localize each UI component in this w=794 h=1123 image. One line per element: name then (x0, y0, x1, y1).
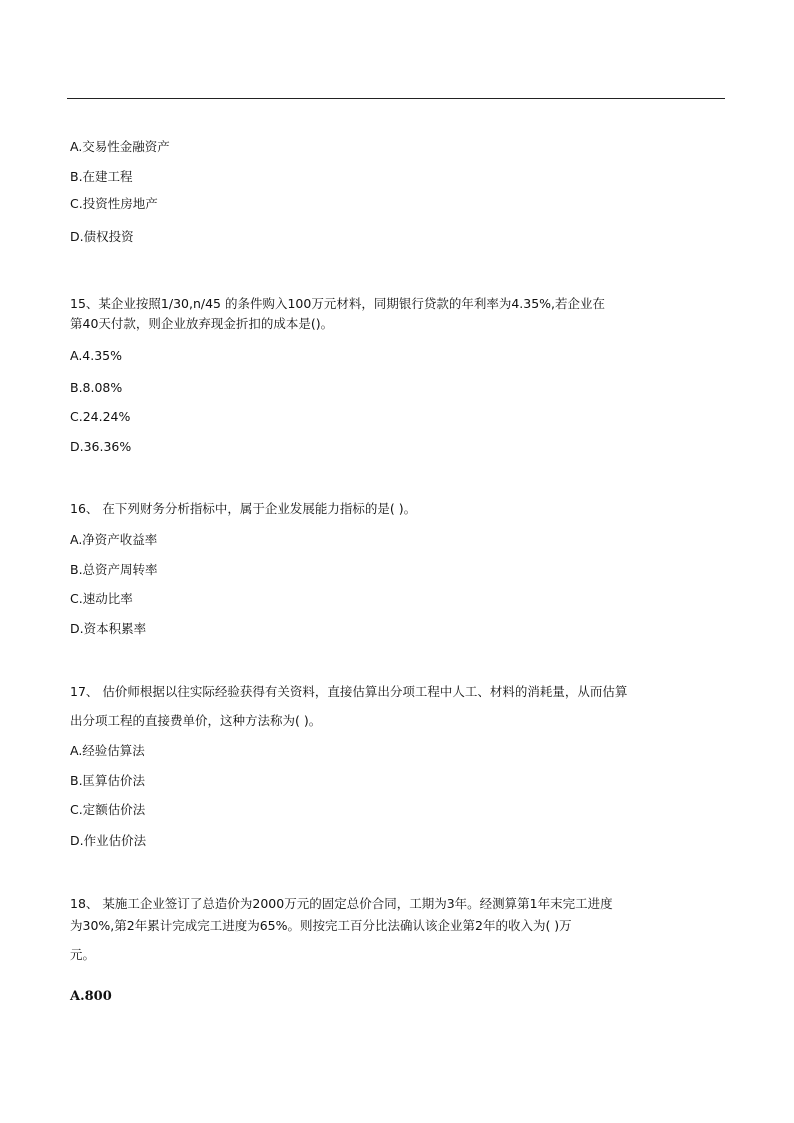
q18-stem-line3: 元。 (70, 947, 96, 962)
q17-stem-line2: 出分项工程的直接费单价，这种方法称为( )。 (70, 713, 322, 728)
q15-option-a: A.4.35% (70, 348, 123, 363)
q18-stem-line1: 18、 某施工企业签订了总造价为2000万元的固定总价合同，工期为3年。经测算第1年末完工进度 (70, 896, 613, 911)
q17-stem-line1: 17、 估价师根据以往实际经验获得有关资料，直接估算出分项工程中人工、材料的消耗量，从而估算 (70, 684, 628, 699)
q16-option-b: B.总资产周转率 (70, 562, 158, 577)
q15-stem-line1: 15、某企业按照1/30,n/45 的条件购入100万元材料，同期银行贷款的年利率为4.35%,若企业在 (70, 296, 606, 311)
q15-option-c: C.24.24% (70, 409, 131, 424)
q17-option-d: D.作业估价法 (70, 833, 147, 848)
q14-option-b: B.在建工程 (70, 169, 133, 184)
q15-option-b: B.8.08% (70, 380, 123, 395)
q16-stem: 16、 在下列财务分析指标中，属于企业发展能力指标的是( )。 (70, 501, 417, 516)
q15-stem-line2: 第40天付款，则企业放弃现金折扣的成本是()。 (70, 316, 334, 331)
q15-option-d: D.36.36% (70, 439, 132, 454)
q16-option-d: D.资本积累率 (70, 621, 147, 636)
header-rule (67, 98, 725, 99)
q14-option-c: C.投资性房地产 (70, 196, 158, 211)
q14-option-a: A.交易性金融资产 (70, 139, 170, 154)
q16-option-c: C.速动比率 (70, 591, 133, 606)
q17-option-c: C.定额估价法 (70, 802, 146, 817)
q17-option-a: A.经验估算法 (70, 743, 145, 758)
q14-option-d: D.债权投资 (70, 229, 134, 244)
q17-option-b: B.匡算估价法 (70, 773, 146, 788)
q16-option-a: A.净资产收益率 (70, 532, 158, 547)
q18-option-a: A.800 (70, 989, 112, 1004)
q18-stem-line2: 为30%,第2年累计完成完工进度为65%。则按完工百分比法确认该企业第2年的收入为( )万 (70, 918, 572, 933)
